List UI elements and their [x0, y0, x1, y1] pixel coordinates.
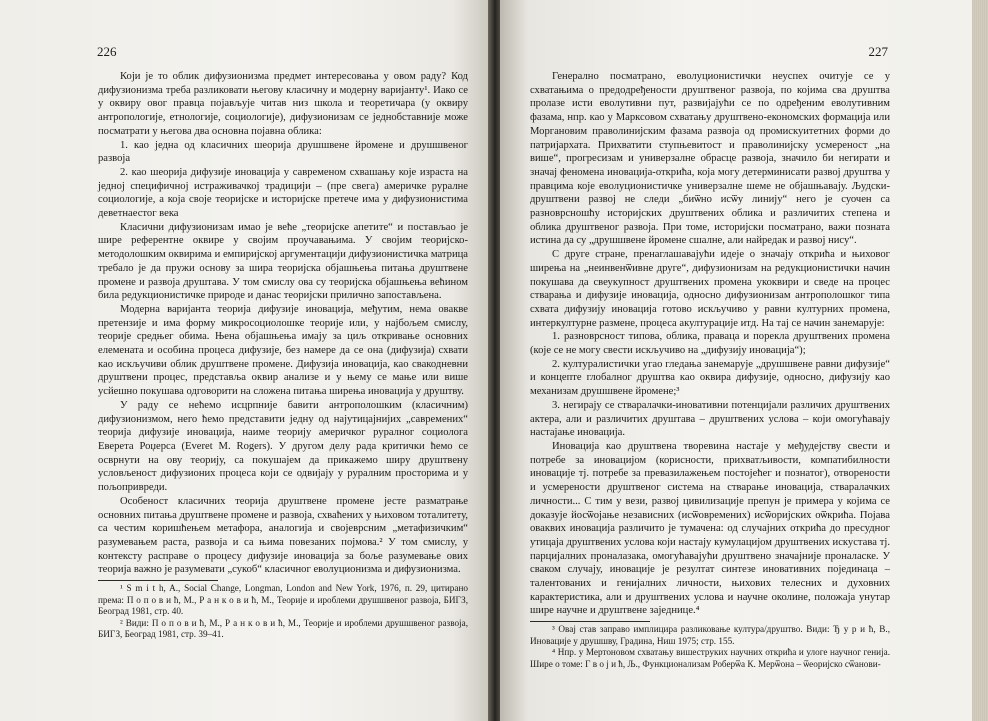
paragraph: У раду се нећемо исцрпније бавити антрополошким (класичним) дифузионизмом, него ћемо представити једну од најутицајнијих „савремених“ теорија дифузије иновација, наиме теорију америчког руралног социолога Еверета Роџерса (Everet M. Rogers). У другом делу рада критички ћемо се осврнути на ову теорију, са покушајем да прикажемо ширу друштвену условљеност дифузионих процеса који се одвијају у руралним просторима и у пољопривреди. — [98, 399, 468, 494]
paragraph: Који је то облик дифузионизма предмет интересовања у овом раду? Код дифузионизма треба разликовати његову класичну и модерну варијанту¹. Иако се у оквиру овог правца појављује читав низ школа и теоретичара (у оквиру антропологије, етнологије, социологије), дифузионизам се једнобставније може посматрати у његова два основна појавна облика: — [98, 71, 468, 137]
list-item: 1. разноврсност типова, облика, праваца и порекла друштвених промена (које се не могу свести искључиво на „дифузију иновација“); — [530, 331, 890, 357]
footnote-divider — [530, 621, 650, 622]
footnote-divider — [98, 580, 218, 581]
list-item: 3. негирају се стваралачки-иновативни потенцијали различих друштвених актера, али и различитих друштава – друштвених услова – који омогућавају настајање иновација. — [530, 399, 890, 439]
left-page — [0, 0, 492, 721]
left-body — [98, 70, 468, 641]
paragraph: Генерално посматрано, еволуционистички неуспех очитује се у схватањима о предодређености друштвеног развоја, по којима сва друштва пролазе исти еволутивни пут, развијајући се по одређеним еволутивним фазама, нпр. као у Марксовом схватању друштвено-економских формација или Моргановим праволинијским фазама развоја од промискуитетних форми до патријархата. Прихватити ступњевитост и праволинијску усмереност „на више“, прогресизам и универзалне обрасце развоја, значило би негирати и значај феномена иновација-открића, која могу детерминисати развој друштва у правцима које еволуционистичке универзалне шеме не објашњавају. Људски-друштвени развој не следи „биѿно исѿу линију“ него је суочен са разноврсношћу историјских друштвених облика и различитих степена и облика друштвеног развоја. При томе, историјски посматрано, важи позната истина да су „друшшвене йромене сшалне, али найредак и развој нису“. — [530, 71, 890, 247]
footnote: ¹ S m i t h, A., Social Change, Longman, London and New York, 1976, п. 29, цитирано према: П о п о в и ћ, М., Р а н к о в и ћ, М., Теорије и ироблеми друшшвеног развоја, БИГЗ, Београд 1981, стр. 40. — [98, 583, 468, 617]
paragraph: Класични дифузионизам имао је веће „теоријске апетите“ и постављао је шире референтне оквире у својим проучавањима. У својим теоријско-методолошким оквирима и емпиријској аргументацији дифузионистичка матрица требало је да пружи основу за шира теоријска објашњења питања друштвене промене и развоја друштава. У том смислу ова су теоријска објашњења већином била редукционистичке природе и данас теоријски прилично запостављена. — [98, 221, 468, 302]
list-item: 2. као шеорија дифузије иновација у савременом схвашању које израста на једној специфичној истраживачкој традицији – (пре свега) америчке руралне социологије, а која своје теоријске и историјске претече има у дифузионистима деветнаестог века — [98, 166, 468, 220]
footnote: ⁴ Нпр. у Мертоновом схватању вишеструких научних открића и улоге научног генија. Шире о томе: Г в о ј и ћ, Љ., Функционализам Роберѿа К. Мерѿона – ѿеоријско сѿанови- — [530, 647, 890, 669]
page-number: 227 — [868, 44, 888, 59]
footnote: ³ Овај став заправо имплицира разликовање култура/друштво. Види: Ђ у р и ћ, В., Иновације у друшшву, Градина, Ниш 1975; стр. 155. — [530, 624, 890, 646]
paragraph: Особеност класичних теорија друштвене промене јесте разматрање основних питања друштвене промене и развоја, схваћених у њиховом тоталитету, са честим коришћењем метафора, аналогија и својеврсним „метафизичким“ разумевањем раста, развоја и са њима повезаних појмова.² У том смислу, у контексту расправе о процесу дифузије иновација за боље разумевање ових теорија важно је разумевати „сукоб“ класичног еволуционизма и дифузионизма. — [98, 495, 468, 576]
paragraph: С друге стране, пренаглашавајући идеје о значају открића и њиховог ширења на „неинвенѿивне друге“, дифузионизам на редукционистички начин покушава да свеукупност друштвених промена укоквири и сведе на процес стварања и дифузије иновација, односно дифузионизам антрополошког типа схвата дифузију иновација готово искључиво у равни културних промена, интеркултурне размене, процеса акултурације итд. На тај се начин занемарује: — [530, 249, 890, 329]
footnote: ² Види: П о п о в и ћ, М., Р а н к о в и ћ, М., Теорије и ироблеми друшшвеног развоја, БИГЗ, Београд 1981, стр. 39–41. — [98, 617, 468, 640]
page-number: 226 — [97, 44, 117, 59]
paragraph: Модерна варијанта теорија дифузије иновација, међутим, нема овакве претензије и има форму микросоциолошке теорије или, у најбољем смислу, теорије средњег обима. Њена објашњења имају за циљ откривање основних елемената и особина процеса дифузије, без намере да се она (дифузија) схвати као искључиви облик друштвене промене. Дифузија иновација, као свакодневни друштвени процес, представља оквир анализе и у њему се мање или више усйешно покушава одговорити на сложена питања ширења иновација у друштву. — [98, 303, 468, 398]
page-edges — [972, 0, 988, 721]
paragraph: Иновација као друштвена творевина настаје у међудејству свести и потребе за иновацијом (корисности, прихватљивости, компатибилности иновације тј. потребе за превазилажењем постојећег и познатог), отворености и усмерености друштвеног система на стварање иновација, стваралачких личности... С тим у вези, развој цивилизације препун је примера у којима се доказује йосѿојање независних (исѿовремених) исѿоријских оѿкрића. Појава оваквих иновација различито је тумачена: од случајних открића до пресудног утицаја друштвених услова који настају кумулацијом друштвених искустава тј. парцијалних проналазака, омогућавајући друштвено значајније проналаске. У сваком случају, иновације је резултат синтезе иновативних појединаца – талентованих и генијалних личности, њихових телесних и духовних карактеристика, али и друштвених услова и научне околине, положаја унутар шире научне и друштвене заједнице.⁴ — [530, 440, 890, 617]
list-item: 2. културалистички угао гледања занемарује „друшшвене равни дифузије“ и концепте глобалног друштва као оквира дифузије, односно, дифузију као механизам друшшвене йромене;³ — [530, 358, 890, 398]
right-body — [530, 70, 890, 671]
list-item: 1. као једна од класичних шеорија друшшвене йромене и друшшвеног развоја — [98, 139, 468, 165]
right-page — [500, 0, 972, 721]
